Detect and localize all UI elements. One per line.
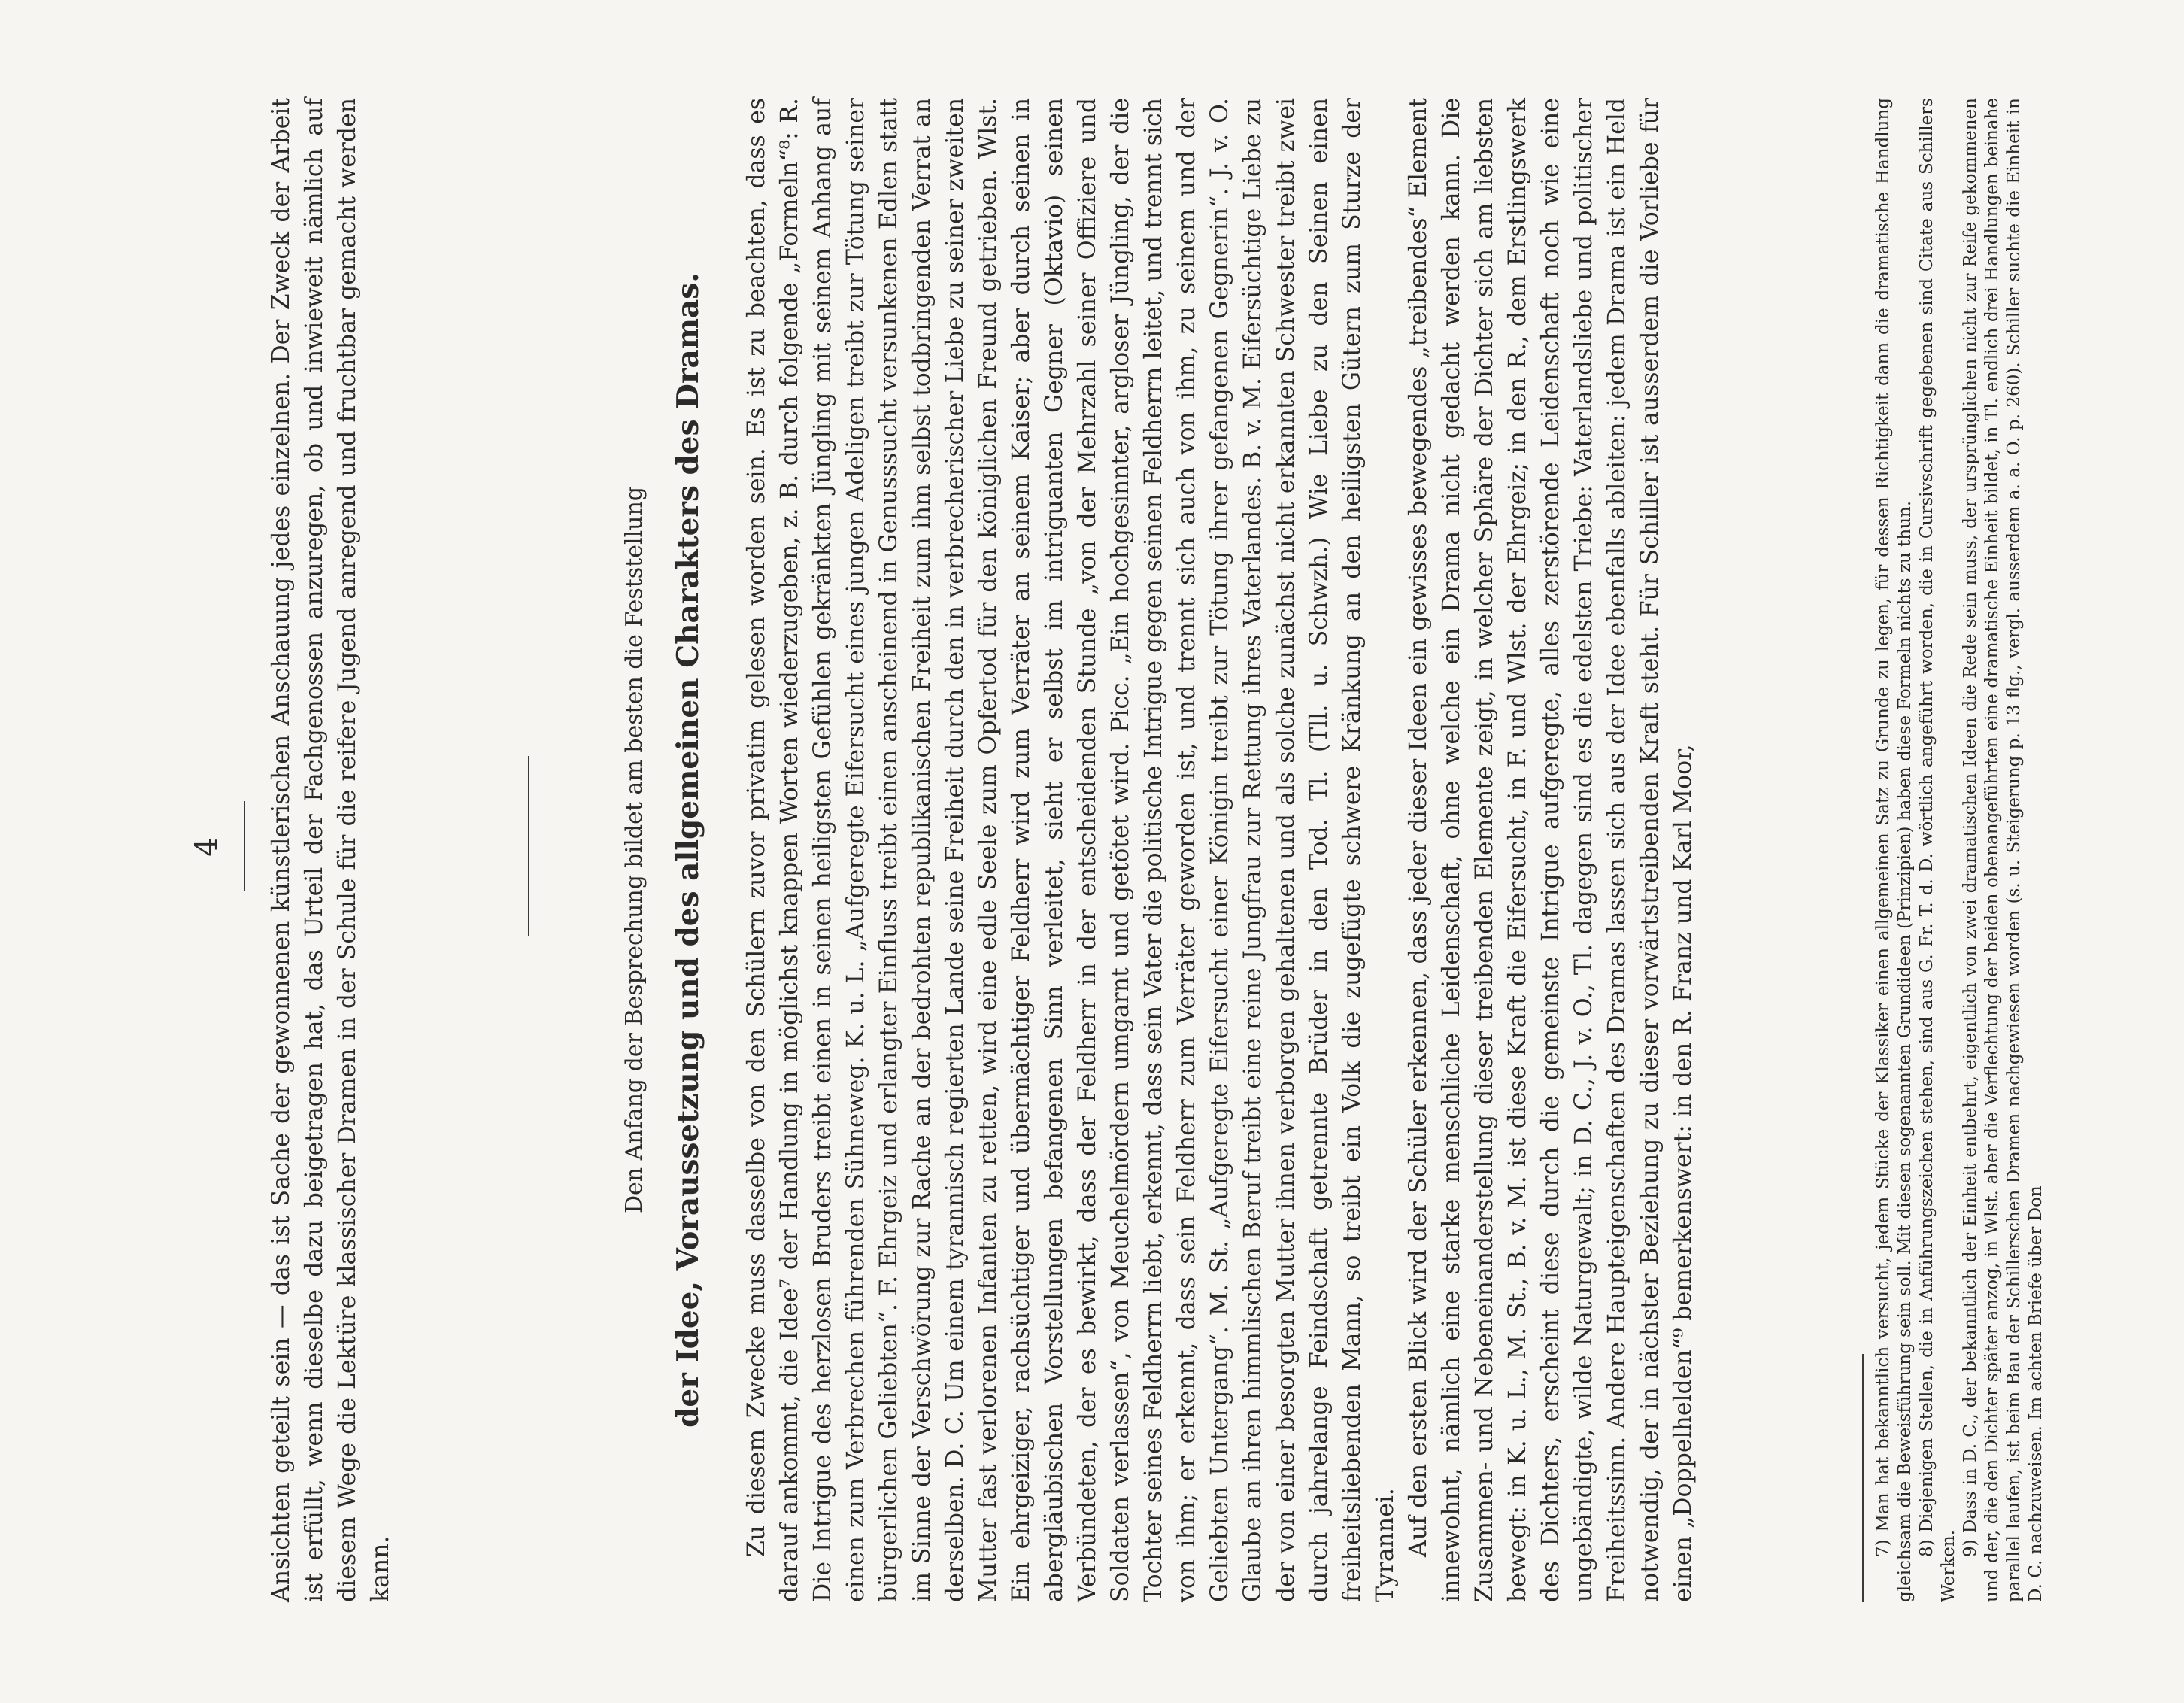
- main-text: [740, 98, 1700, 1602]
- page-number: 4: [190, 836, 224, 857]
- footnote-8: 8) Diejenigen Stellen, die in Anführungszeichen stehen, sind aus G. Fr. T. d. D. wörtlich angeführt worden, die in Cursivschrift gegebenen sind Citate aus Schillers Werken.: [1917, 98, 1958, 1602]
- section-divider: [528, 756, 529, 936]
- intro-paragraph: [265, 98, 397, 1602]
- footnote-7: 7) Man hat bekanntlich versucht, jedem Stücke der Klassiker einen allgemeinen Satz zu Grunde zu legen, für dessen Richtigkeit dann die dramatische Handlung gleichsam die Beweisführung sein soll. Mit diesen sogenannten Grundideen (Prinzipien) haben diese Formeln nichts zu thun.: [1873, 98, 1915, 1602]
- footnotes: [1873, 98, 2047, 1602]
- intro-text: Ansichten geteilt sein — das ist Sache der gewonnenen künstlerischen Anschauung jedes einzelnen. Der Zweck der Arbeit ist erfüllt, wenn dieselbe dazu beigetragen hat, das Urteil der Fachgenossen anzuregen, ob und inwieweit nämlich auf diesem Wege die Lektüre klassischer Dramen in der Schule für die reifere Jugend anregend und fruchtbar gemacht werden kann.: [268, 98, 394, 1602]
- lead-line: Den Anfang der Besprechung bildet am besten die Feststellung: [621, 486, 648, 1214]
- paragraph-2: Auf den ersten Blick wird der Schüler erkennen, dass jeder dieser Ideen ein gewisses bewegendes „treibendes“ Element innewohnt, nämlich eine starke menschliche Leidenschaft, ohne welche ein Drama nicht gedacht werden kann. Die Zusammen- und Nebeneinanderstellung dieser treibenden Elemente zeigt, in welcher Sphäre der Dichter sich am liebsten bewegt: in K. u. L., M. St., B. v. M. ist diese Kraft die Eifersucht, in F. und Wlst. der Ehrgeiz; in den R., dem Erstlingswerk des Dichters, erscheint diese durch die gemeinste Intrigue aufgeregte, alles zerstörende Leidenschaft noch wie eine ungebändigte, wilde Naturgewalt; in D. C., J. v. O., Tl. dagegen sind es die edelsten Triebe: Vaterlandsliebe und politischer Freiheitssinn. Andere Haupteigenschaften des Dramas lassen sich aus der Idee ebenfalls ableiten: jedem Drama ist ein Held notwendig, der in nächster Beziehung zu dieser vorwärtstreibenden Kraft steht. Für Schiller ist ausserdem die Vorliebe für einen „Doppelhelden“⁹ bemerkenswert: in den R. Franz und Karl Moor,: [1405, 98, 1697, 1602]
- paragraph-1: Zu diesem Zwecke muss dasselbe von den Schülern zuvor privatim gelesen worden sein. Es ist zu beachten, dass es darauf ankommt, die Idee⁷ der Handlung in möglichst knappen Worten wiederzugeben, z. B. durch folgende „Formeln“⁸: R. Die Intrigue des herzlosen Bruders treibt einen in seinen heiligsten Gefühlen gekränkten Jüngling mit seinem Anhang auf einen zum Verbrechen führenden Sühneweg. K. u. L. „Aufgeregte Eifersucht eines jungen Adeligen treibt zur Tötung seiner bürgerlichen Geliebten“. F. Ehrgeiz und erlangter Einfluss treibt einen anscheinend in Genusssucht versunkenen Edlen statt im Sinne der Verschwörung zur Rache an der bedrohten republikanischen Freiheit zum ihm selbst todbringenden Verrat an derselben. D. C. Um einem tyrannisch regierten Lande seine Freiheit durch den in verbrecherischer Liebe zu seiner zweiten Mutter fast verlorenen Infanten zu retten, wird eine edle Seele zum Opfertod für den königlichen Freund getrieben. Wlst. Ein ehrgeiziger, rachsüchtiger und übermächtiger Feldherr wird zum Verräter an seinem Kaiser; aber durch seinen in abergläubischen Vorstellungen befangenen Sinn verleitet, sieht er selbst im intriguanten Gegner (Oktavio) seinen Verbündeten, der es bewirkt, dass der Feldherr in der entscheidenden Stunde „von der Mehrzahl seiner Offiziere und Soldaten verlassen“, von Meuchelmördern umgarnt und getötet wird. Picc. „Ein hochgesinnter, argloser Jüngling, der die Tochter seines Feldherrn liebt, erkennt, dass sein Vater die politische Intrigue gegen seinen Feldherrn leitet, und trennt sich von ihm; er erkennt, dass sein Feldherr zum Verräter geworden ist, und trennt sich auch von ihm, zu seinem und der Geliebten Untergang“. M. St. „Aufgeregte Eifersucht einer Königin treibt zur Tötung ihrer gefangenen Gegnerin“. J. v. O. Glaube an ihren himmlischen Beruf treibt eine reine Jungfrau zur Rettung ihres Vaterlandes. B. v. M. Eifersüchtige Liebe zu der von einer besorgten Mutter ihnen verborgen gehaltenen und als solche zunächst nicht erkannten Schwester treibt zwei durch jahrelange Feindschaft getrennte Brüder in den Tod. Tl. (Tll. u. Schwzh.) Wie Liebe zu den Seinen einen freiheitsliebenden Mann, so treibt ein Volk die zugefügte schwere Kränkung an den heiligsten Gütern zum Sturze der Tyrannei.: [743, 98, 1399, 1602]
- rotated-page: [168, 45, 2064, 1647]
- footnote-9: 9) Dass in D. C., der bekanntlich der Einheit entbehrt, eigentlich von zwei dramatischen Ideen die Rede sein muss, der ursprünglichen nicht zur Reife gekommenen und der, die den Dichter später anzog, in Wlst. aber die Verflechtung der beiden obenangeführten eine dramatische Einheit bildet, in Tl. endlich drei Handlungen beinahe parallel laufen, ist beim Bau der Schillerschen Dramen nachgewiesen worden (s. u. Steigerung p. 13 flg., vergl. ausserdem a. a. O. p. 260). Schiller suchte die Einheit in D. C. nachzuweisen. Im achten Briefe über Don: [1961, 98, 2046, 1602]
- page-number-rule: [244, 801, 245, 891]
- footnote-rule: [1862, 1354, 1864, 1602]
- section-heading: der Idee, Voraussetzung und des allgemeinen Charakters des Dramas.: [671, 272, 705, 1428]
